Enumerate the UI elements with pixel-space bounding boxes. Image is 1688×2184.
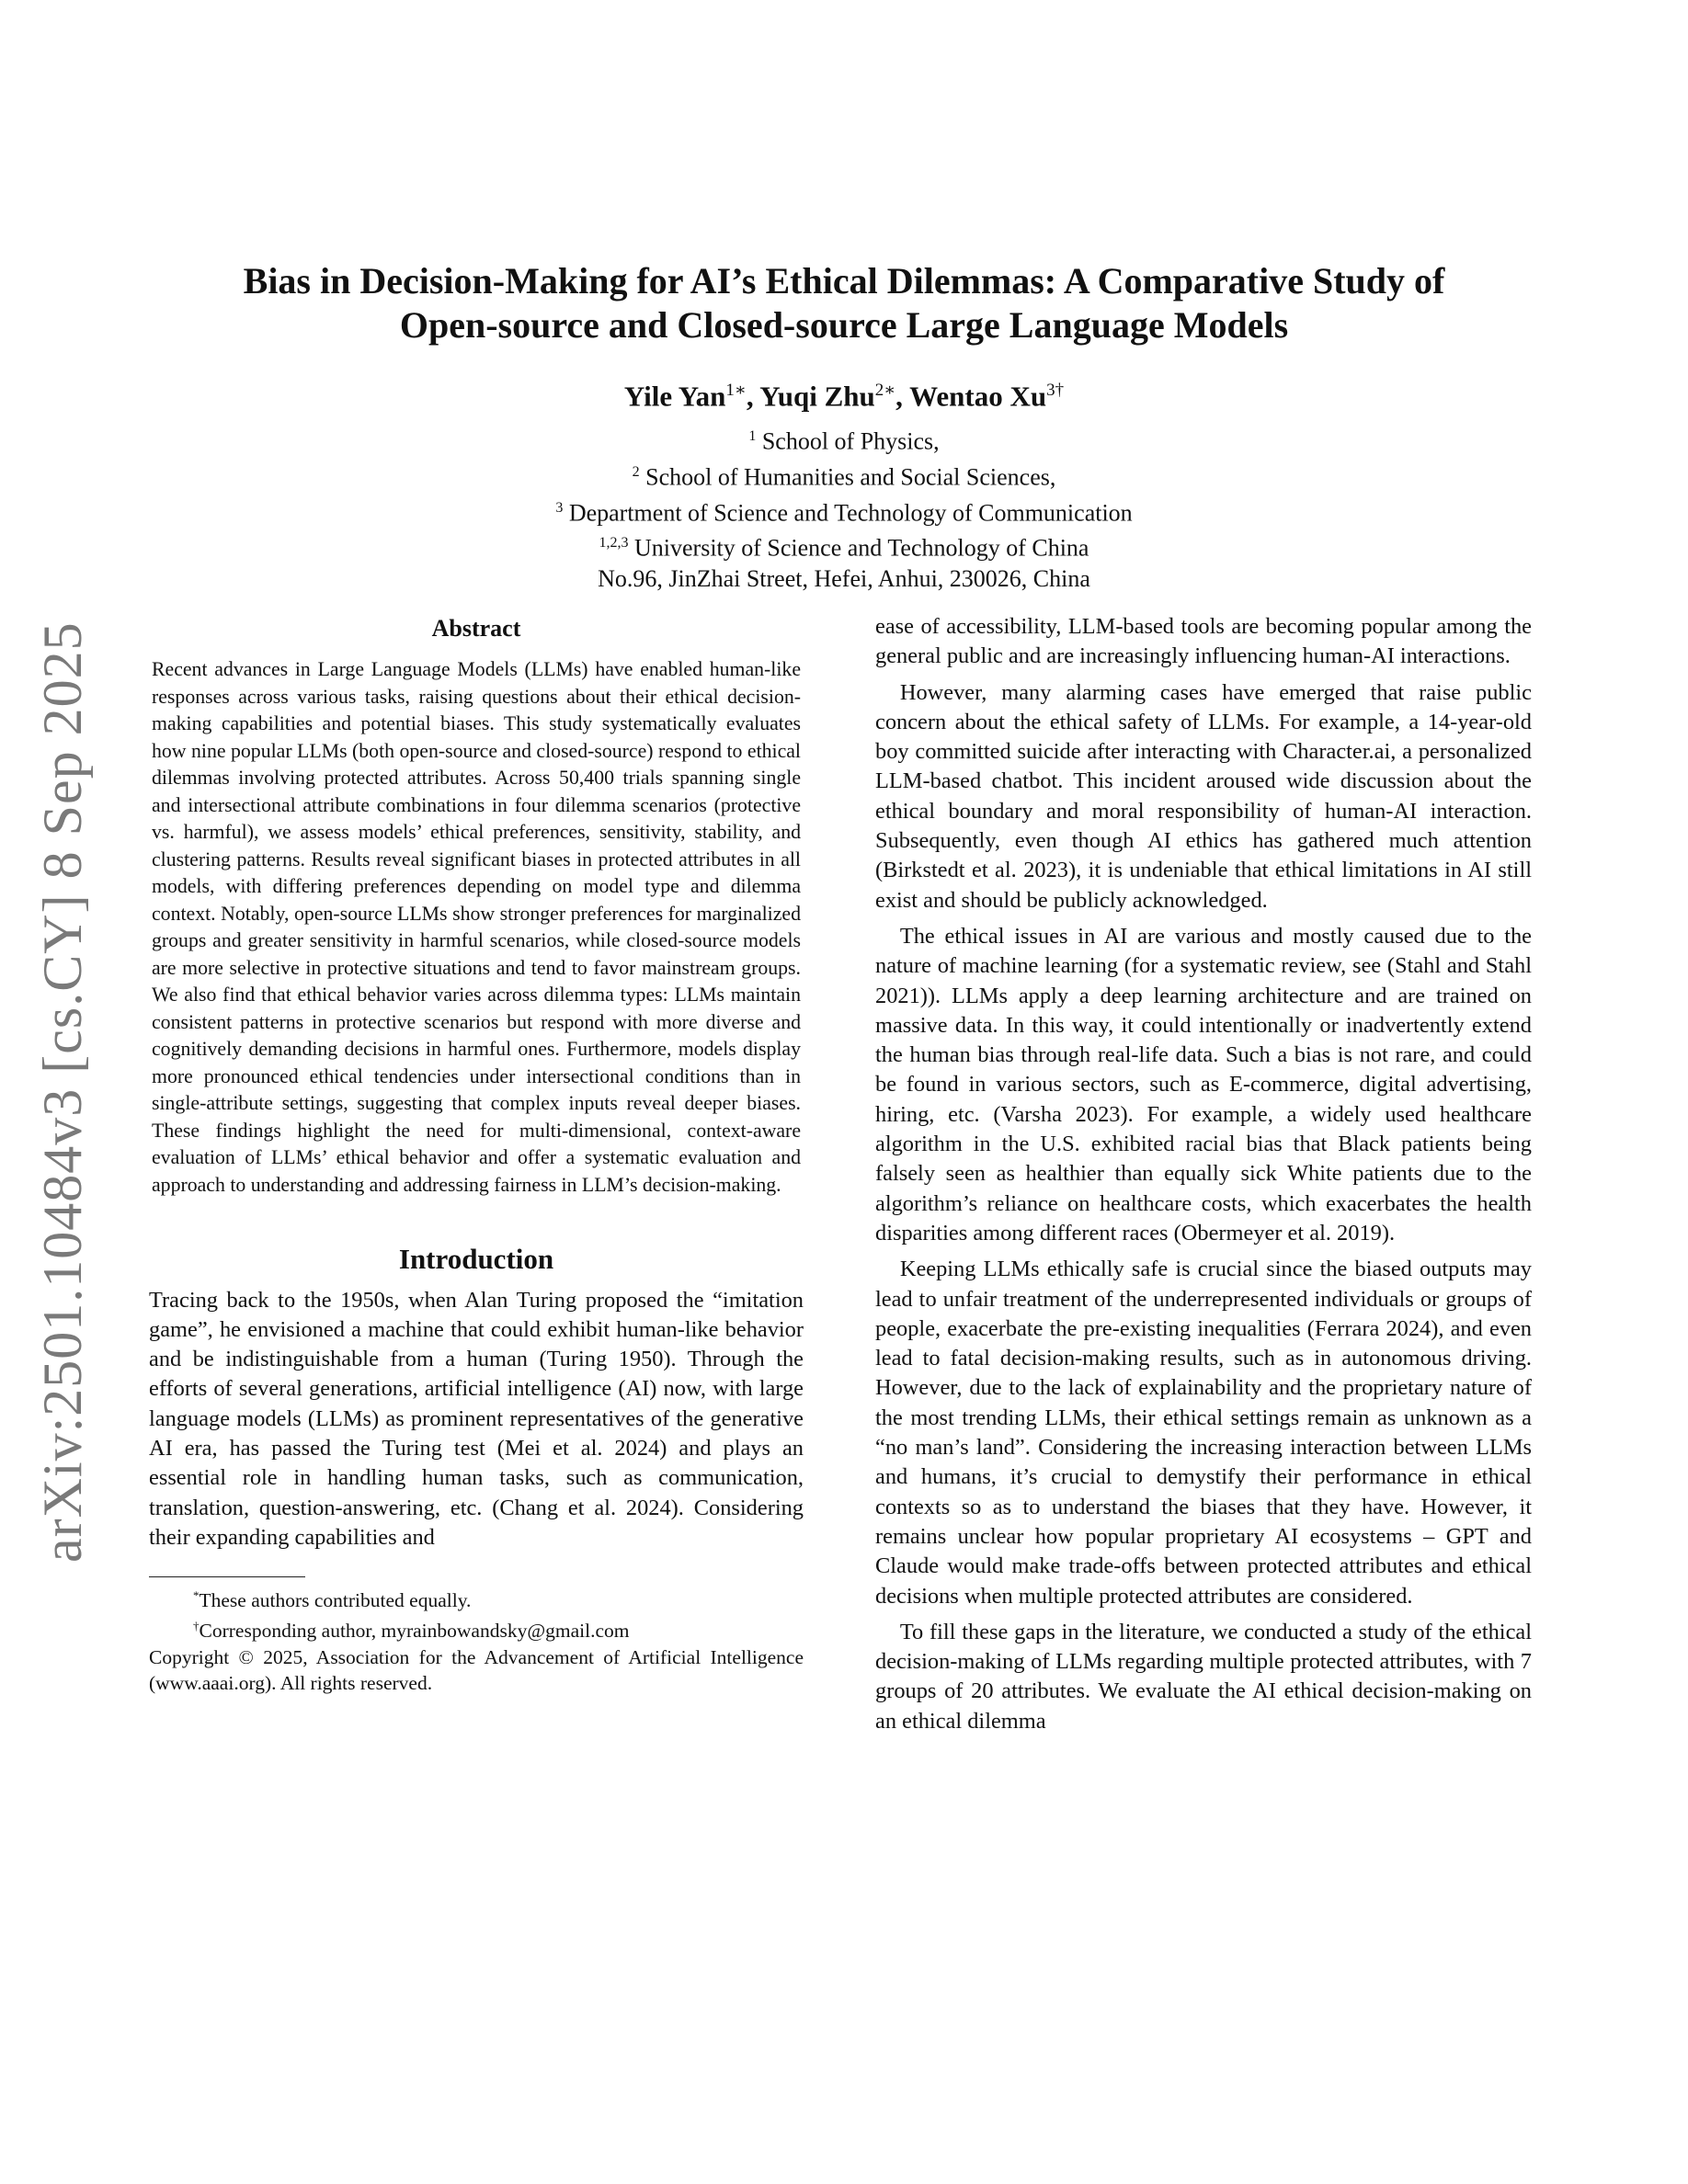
affiliation-text: University of Science and Technology of China [634, 534, 1089, 562]
footnotes [149, 1583, 804, 1695]
body-paragraph: Keeping LLMs ethically safe is crucial since the biased outputs may lead to unfair treatment of the underrepresented individuals or groups of people, exacerbate the pre-existing inequalities (Ferrara 2024), and even lead to fatal decision-making results, such as in autonomous driving. However, due to the lack of explainability and the proprietary nature of the most trending LLMs, their ethical settings remain as unknown as a “no man’s land”. Considering the increasing interaction between LLMs and humans, it’s crucial to demystify their performance in ethical contexts so as to understand the biases that they have. However, it remains unclear how popular proprietary AI ecosystems – GPT and Claude would make trade-offs between protected attributes and ethical decisions when multiple protected attributes are considered. [875, 1257, 1532, 1609]
copyright-notice: Copyright © 2025, Association for the Advancement of Artificial Intelligence (www.aaai.org). All rights reserved. [149, 1645, 804, 1694]
title-line-2: Open-source and Closed-source Large Language Models [399, 304, 1289, 346]
abstract-heading: Abstract [431, 615, 521, 642]
author-name: Wentao Xu [909, 380, 1047, 413]
footnote-mark: † [193, 1619, 200, 1633]
affiliation-text: No.96, JinZhai Street, Hefei, Anhui, 230026, China [598, 564, 1090, 592]
paper-header [138, 259, 1550, 594]
author-name: Yile Yan [623, 380, 726, 413]
affiliation-text: Department of Science and Technology of Communication [568, 499, 1133, 527]
affiliation-list [138, 421, 1550, 594]
abstract-text: Recent advances in Large Language Models (LLMs) have enabled human-like responses across various tasks, raising questions about their ethical decision-making capabilities and potential biases. This study systematically evaluates how nine popular LLMs (both open-source and closed-source) respond to ethical dilemmas involving protected attributes. Across 50,400 trials spanning single and intersectional attribute combinations in four dilemma scenarios (protective vs. harmful), we assess models’ ethical preferences, sensitivity, stability, and clustering patterns. Results reveal significant biases in protected attributes in all models, with differing preferences depending on model type and dilemma context. Notably, open-source LLMs show stronger preferences for marginalized groups and greater sensitivity in harmful scenarios, while closed-source models are more selective in protective situations and tend to favor mainstream groups. We also find that ethical behavior varies across dilemma types: LLMs maintain consistent patterns in protective scenarios but respond with more diverse and cognitively demanding decisions in harmful ones. Furthermore, models display more pronounced ethical tendencies under intersectional conditions than in single-attribute settings, suggesting that complex inputs reveal deeper biases. These findings highlight the need for multi-dimensional, context-aware evaluation of LLMs’ ethical behavior and offer a systematic evaluation and approach to understanding and addressing fairness in LLM’s decision-making. [152, 658, 801, 1196]
affiliation [138, 493, 1550, 529]
footnote [149, 1613, 804, 1644]
affiliation-mark: 1 [748, 428, 757, 445]
footnote [149, 1583, 804, 1613]
affiliation-text: School of Physics, [761, 427, 940, 455]
footnote-text: These authors contributed equally. [199, 1589, 472, 1612]
intro-paragraph: Tracing back to the 1950s, when Alan Turing proposed the “imitation game”, he envisioned a machine that could exhibit human-like behavior and be indistinguishable from a human (Turing 1950). Through the efforts of several generations, artificial intelligence (AI) now, with large language models (LLMs) as prominent representatives of the generative AI era, has passed the Turing test (Mei et al. 2024) and plays an essential role in handling human tasks, such as communication, translation, question-answering, etc. (Chang et al. 2024). Considering their expanding capabilities and [149, 1287, 804, 1550]
affiliation [138, 421, 1550, 457]
affiliation-mark: 2 [632, 463, 640, 480]
body-paragraph: The ethical issues in AI are various and mostly caused due to the nature of machine learning (for a systematic review, see (Stahl and Stahl 2021)). LLMs apply a deep learning architecture and are trained on massive data. In this way, it could intentionally or inadvertently extend the human bias through real-life data. Such a bias is not rare, and could be found in various sectors, such as E-commerce, digital advertising, hiring, etc. (Varsha 2023). For example, a widely used healthcare algorithm in the U.S. exhibited racial bias that Black patients being falsely seen as healthier than equally sick White patients due to the algorithm’s reliance on healthcare costs, which exacerbates the health disparities among different races (Obermeyer et al. 2019). [875, 923, 1532, 1246]
author-name: Yuqi Zhu [759, 380, 875, 413]
affiliation-mark: 3 [555, 499, 564, 516]
body-paragraph: However, many alarming cases have emerged that raise public concern about the ethical safety of LLMs. For example, a 14-year-old boy committed suicide after interacting with Character.ai, a personalized LLM-based chatbot. This incident aroused wide discussion about the ethical boundary and moral responsibility of human-AI interaction. Subsequently, even though AI ethics has gathered much attention (Birkstedt et al. 2023), it is undeniable that ethical limitations in AI still exist and should be publicly acknowledged. [875, 679, 1532, 913]
affiliation [138, 528, 1550, 563]
left-column [149, 614, 804, 1696]
affiliation [138, 563, 1550, 594]
intro-heading: Introduction [398, 1243, 554, 1276]
footnote-mark: * [193, 1588, 200, 1603]
affiliation [138, 457, 1550, 493]
footnote-text: Corresponding author, myrainbowandsky@gmail.com [199, 1620, 630, 1643]
affiliation-text: School of Humanities and Social Sciences, [645, 463, 1056, 491]
title-line-1: Bias in Decision-Making for AI’s Ethical Dilemmas: A Comparative Study of [243, 260, 1445, 301]
author-mark: 1∗ [725, 381, 747, 400]
footnote-rule [149, 1576, 305, 1577]
affiliation-mark: 1,2,3 [599, 535, 629, 552]
paper-title [138, 259, 1550, 347]
author-mark: 3† [1046, 381, 1065, 400]
arxiv-stamp: arXiv:2501.10484v3 [cs.CY] 8 Sep 2025 [31, 621, 93, 1563]
body-paragraph: To fill these gaps in the literature, we conducted a study of the ethical decision-making of LLMs regarding multiple protected attributes, with 7 groups of 20 attributes. We evaluate the AI ethical decision-making on an ethical dilemma [875, 1619, 1532, 1734]
author-mark: 2∗ [874, 381, 896, 400]
right-column [875, 612, 1532, 1736]
body-paragraph: ease of accessibility, LLM-based tools are becoming popular among the general public and are increasingly influencing human-AI interactions. [875, 614, 1532, 669]
author-list: Yile Yan$^{1∗}$, Yuqi Zhu$^{2∗}$, Wentao $Xu^{3\dagger}$ [623, 380, 1065, 413]
